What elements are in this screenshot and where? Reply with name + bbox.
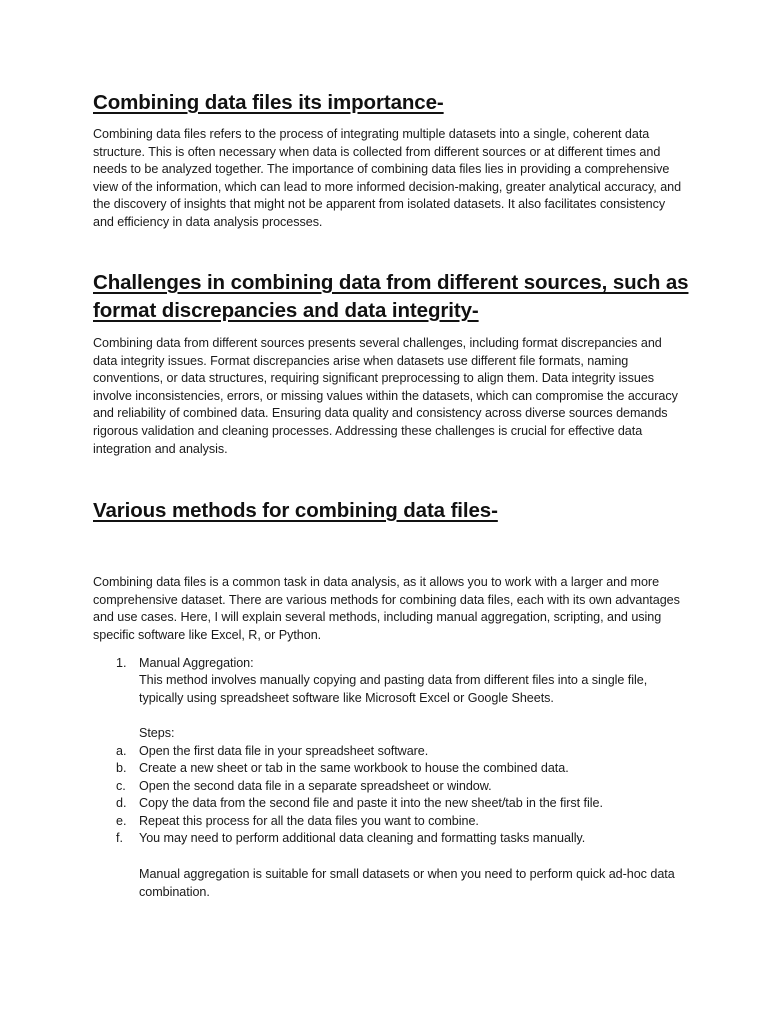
step-text: Copy the data from the second file and paste it into the new sheet/tab in the first file. [139,796,603,810]
step-text: Open the second data file in a separate spreadsheet or window. [139,779,492,793]
section-heading-importance: Combining data files its importance- [93,91,444,114]
step-marker: b. [116,761,127,775]
step-text: You may need to perform additional data cleaning and formatting tasks manually. [139,831,586,845]
list-number: 1. [116,656,127,670]
step-text: Create a new sheet or tab in the same workbook to house the combined data. [139,761,569,775]
step-marker: c. [116,779,126,793]
method-title: Manual Aggregation: [139,656,254,670]
step-list-item [0,778,768,796]
method-list-item [0,655,768,673]
step-text: Open the first data file in your spreadsheet software. [139,744,429,758]
paragraph-methods-intro: Combining data files is a common task in data analysis, as it allows you to work with a larger and more comprehensive dataset. There are various methods for combining data files, each with its own advantages and use cases. Here, I will explain several methods, including manual aggregation, scripting, and using specific software like Excel, R, or Python. [93,575,680,642]
section-heading-challenges: Challenges in combining data from different sources, such as format discrepancies and data integrity- [93,271,689,322]
step-marker: d. [116,796,127,810]
step-marker: a. [116,744,127,758]
step-list-item [0,760,768,778]
step-text: Repeat this process for all the data files you want to combine. [139,814,479,828]
step-marker: f. [116,831,123,845]
steps-label: Steps: [139,726,175,740]
step-list-item [0,830,768,848]
paragraph-importance: Combining data files refers to the process of integrating multiple datasets into a single, coherent data structure. This is often necessary when data is collected from different sources or at different times and needs to be analyzed together. The importance of combining data files lies in providing a comprehensive view of the information, which can lead to more informed decision-making, greater analytical accuracy, and the discovery of insights that might not be apparent from isolated datasets. It also facilitates consistency and efficiency in data analysis processes. [93,127,682,229]
step-list-item [0,743,768,761]
method-description: This method involves manually copying and pasting data from different files into a single file, typically using spreadsheet software like Microsoft Excel or Google Sheets. [139,673,648,705]
paragraph-challenges: Combining data from different sources presents several challenges, including format discrepancies and data integrity issues. Format discrepancies arise when datasets use different file formats, naming conventions, or data structures, requiring significant preprocessing to align them. Data integrity issues involve inconsistencies, errors, or missing values within the datasets, which can compromise the accuracy and reliability of combined data. Ensuring data quality and consistency across diverse sources demands rigorous validation and cleaning processes. Addressing these challenges is crucial for effective data integration and analysis. [93,336,678,456]
step-list-item [0,813,768,831]
section-heading-methods: Various methods for combining data files- [93,499,498,522]
step-marker: e. [116,814,127,828]
method-conclusion: Manual aggregation is suitable for small datasets or when you need to perform quick ad-hoc data combination. [139,867,675,899]
step-list-item [0,795,768,813]
